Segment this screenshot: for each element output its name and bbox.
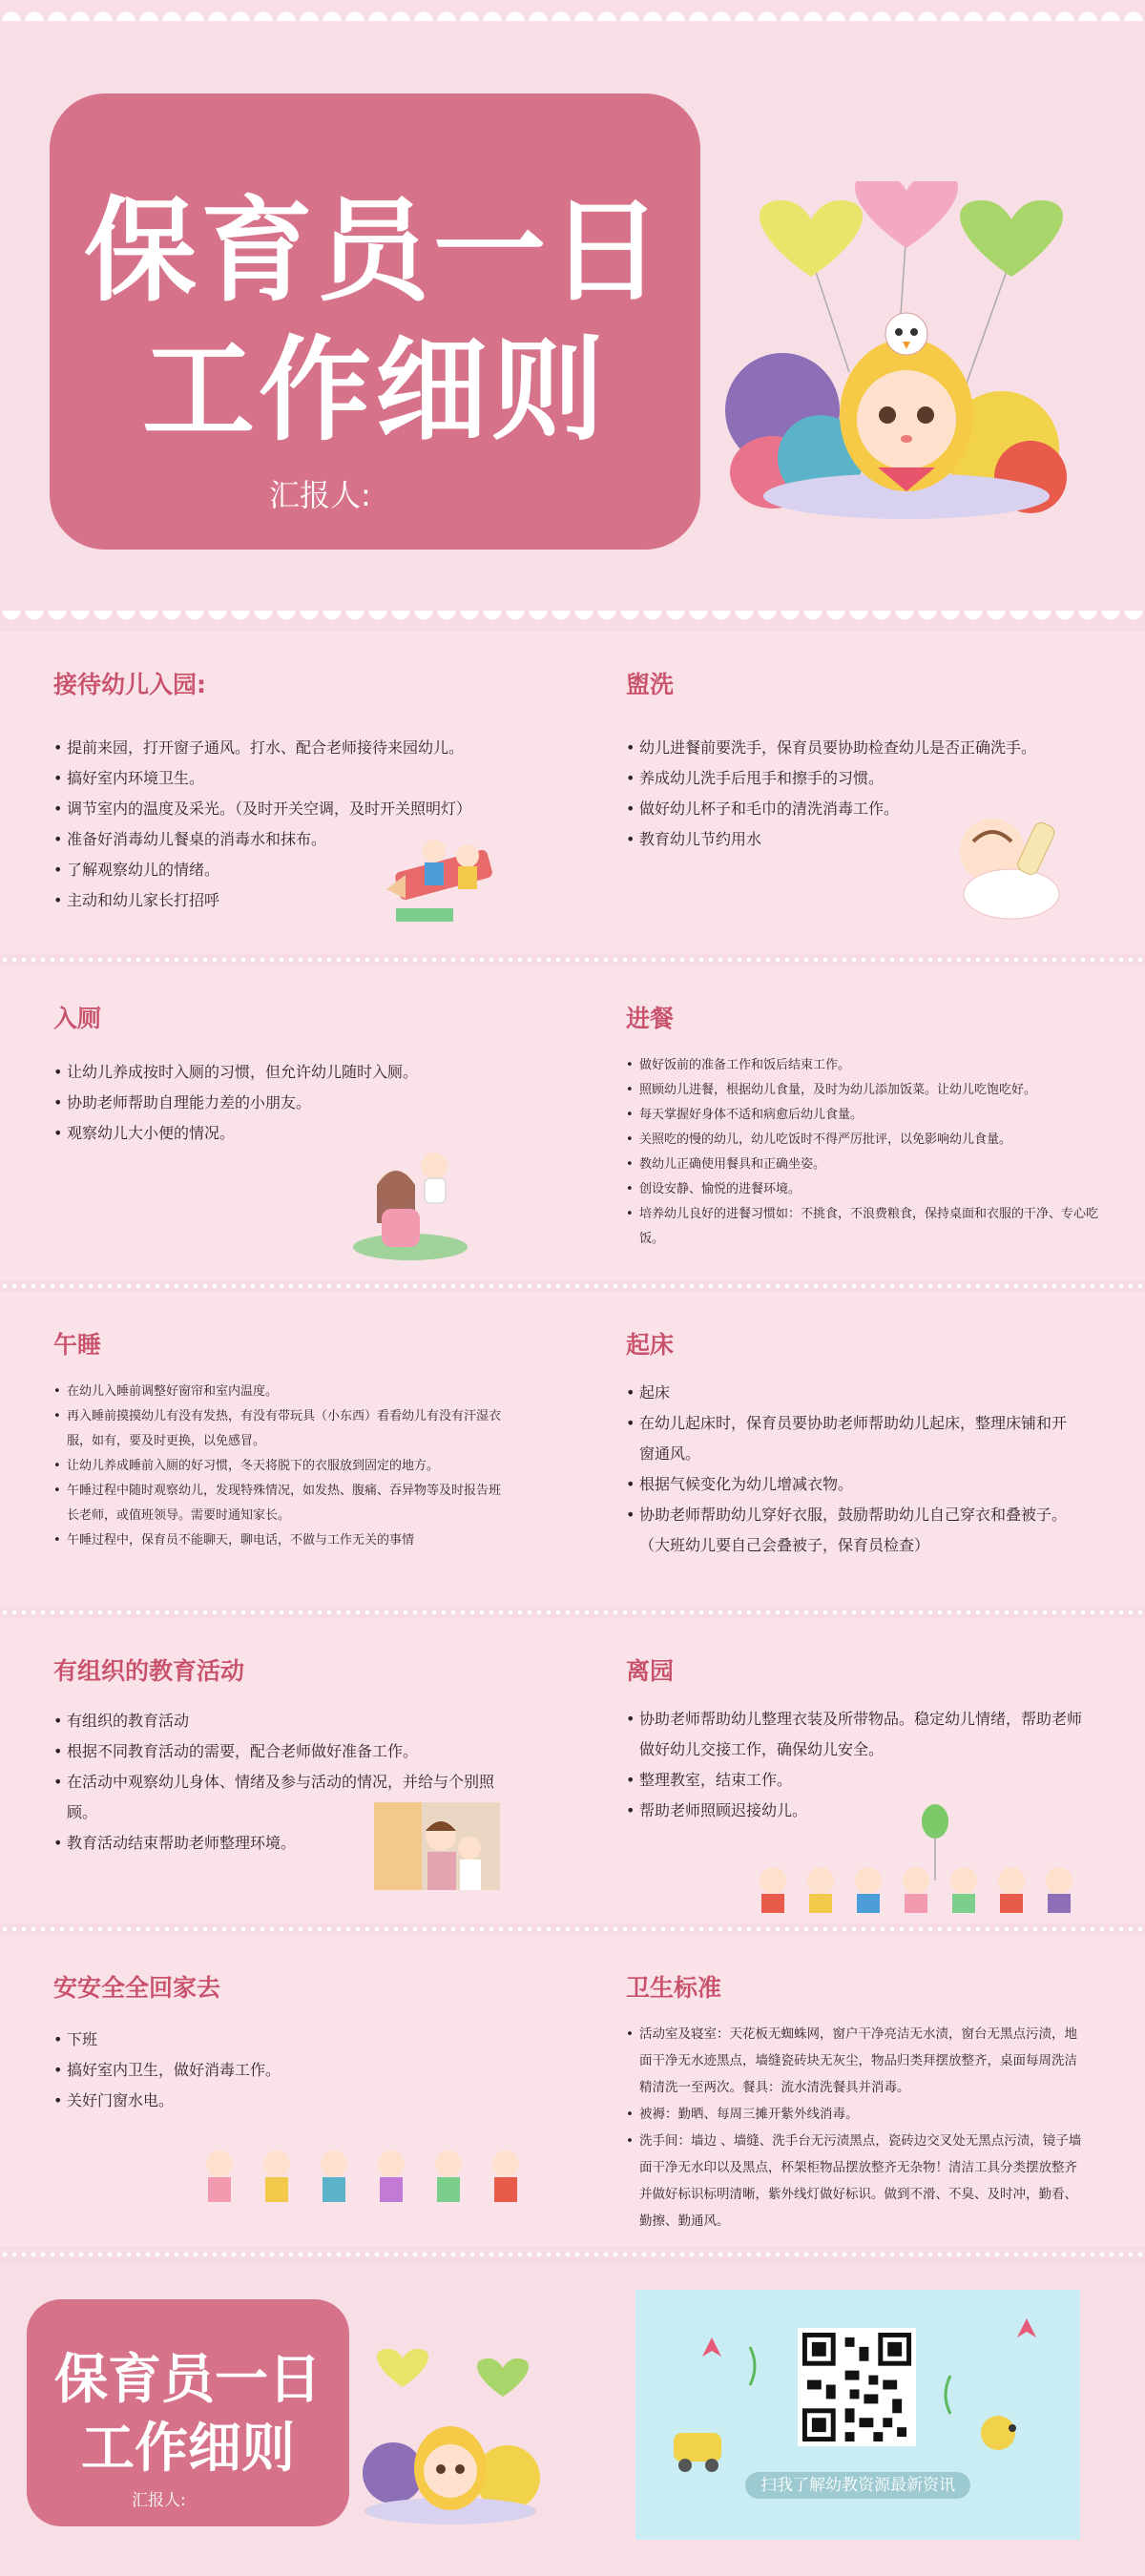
list-item: • 搞好室内环境卫生。 (53, 763, 550, 794)
baby-balloons-small-illustration (355, 2349, 546, 2530)
wakeup-heading: 起床 (626, 1331, 675, 1359)
list-item: • 协助老师帮助自理能力差的小朋友。 (53, 1088, 550, 1118)
list-item: • 关好门窗水电。 (53, 2086, 502, 2116)
list-item: • 活动室及寝室：天花板无蜘蛛网，窗户干净亮洁无水渍，窗台无黑点污渍，地面干净无水迹黑点，墙缝瓷砖块无灰尘，物品归类拜摆放整齐，桌面每周洗洁精清洗一至两次。餐具：流水清洗餐具并消毒。 (626, 2021, 1084, 2101)
qr-code[interactable] (798, 2328, 916, 2446)
mother-child-illustration (344, 1132, 477, 1266)
dotted-divider (0, 957, 1145, 963)
row-activities-leaving (0, 1618, 1145, 1923)
meal-list (626, 1053, 1122, 1252)
list-item: • 在幼儿入睡前调整好窗帘和室内温度。 (53, 1380, 511, 1404)
children-group-illustration (744, 1795, 1107, 1919)
lace-border-top (0, 0, 1145, 21)
safety-heading: 安安全全回家去 (53, 1974, 221, 2002)
dotted-divider (0, 1610, 1145, 1615)
lace-divider (0, 611, 1145, 632)
list-item: • 在幼儿起床时，保育员要协助老师帮助幼儿起床，整理床铺和开窗通风。 (626, 1408, 1074, 1469)
row-nap-wakeup (0, 1292, 1145, 1607)
safety-list (53, 2025, 502, 2116)
leaving-heading: 离园 (626, 1657, 675, 1685)
hygiene-heading: 卫生标准 (626, 1974, 722, 2002)
list-item: • 起床 (626, 1378, 1074, 1408)
list-item: • 幼儿进餐前要洗手，保育员要协助检查幼儿是否正确洗手。 (626, 733, 1122, 763)
ending-title-line1: 保育员一日 (54, 2349, 322, 2411)
nap-heading: 午睡 (53, 1331, 102, 1359)
list-item: • 整理教室，结束工作。 (626, 1765, 1084, 1796)
list-item: • 教育幼儿节约用水 (626, 824, 1122, 855)
row-reception-washing (0, 632, 1145, 954)
ending-reporter-label: 汇报人: (132, 2491, 186, 2510)
list-item: • 让幼儿养成按时入厕的习惯，但允许幼儿随时入厕。 (53, 1057, 550, 1088)
ending-title-line2: 工作细则 (81, 2418, 295, 2480)
dotted-divider (0, 1926, 1145, 1932)
list-item: • 做好幼儿杯子和毛巾的清洗消毒工作。 (626, 794, 1122, 824)
hygiene-list (626, 2021, 1084, 2234)
baby-bottle-illustration (945, 803, 1078, 927)
list-item: • 搞好室内卫生，做好消毒工作。 (53, 2055, 502, 2086)
list-item: • 让幼儿养成睡前入厕的好习惯，冬天将脱下的衣服放到固定的地方。 (53, 1454, 511, 1479)
cover-title-line2: 工作细则 (141, 324, 608, 456)
list-item: • 在活动中观察幼儿身体、情绪及参与活动的情况，并给与个别照顾。 (53, 1767, 502, 1828)
list-item: • 提前来园，打开窗子通风。打水、配合老师接待来园幼儿。 (53, 733, 550, 763)
list-item: • 下班 (53, 2025, 502, 2055)
dotted-divider (0, 2252, 1145, 2257)
list-item: • 培养幼儿良好的进餐习惯如：不挑食，不浪费粮食，保持桌面和衣服的干净、专心吃饭。 (626, 1202, 1122, 1252)
list-item: • 被褥：勤晒、每周三摊开紫外线消毒。 (626, 2101, 1084, 2128)
list-item: • 教育活动结束帮助老师整理环境。 (53, 1828, 502, 1859)
list-item: • 关照吃的慢的幼儿，幼儿吃饭时不得严厉批评，以免影响幼儿食量。 (626, 1128, 1122, 1153)
toilet-heading: 入厕 (53, 1005, 102, 1032)
reception-heading: 接待幼儿入园: (53, 671, 206, 698)
row-toilet-meal (0, 966, 1145, 1280)
list-item: • 每天掌握好身体不适和病愈后幼儿食量。 (626, 1103, 1122, 1128)
cover-reporter-label: 汇报人: (269, 477, 371, 513)
qr-caption-wrapper (635, 2471, 1080, 2495)
cover-title-line1: 保育员一日 (83, 185, 666, 317)
list-item: • 创设安静、愉悦的进餐环境。 (626, 1177, 1122, 1202)
list-item: • 午睡过程中随时观察幼儿，发现特殊情况，如发热、腹痛、吞异物等及时报告班长老师，或值班领导。需要时通知家长。 (53, 1479, 511, 1528)
activities-heading: 有组织的教育活动 (53, 1657, 245, 1685)
list-item: • 养成幼儿洗手后甩手和擦手的习惯。 (626, 763, 1122, 794)
list-item: • 午睡过程中，保育员不能聊天，聊电话，不做与工作无关的事情 (53, 1528, 511, 1553)
qr-caption: 扫我了解幼教资源最新资讯 (745, 2472, 970, 2499)
list-item: • 了解观察幼儿的情绪。 (53, 855, 550, 885)
list-item: • 有组织的教育活动 (53, 1706, 502, 1736)
ending-title-box (27, 2299, 349, 2526)
list-item: • 根据气候变化为幼儿增减衣物。 (626, 1469, 1074, 1500)
wakeup-list (626, 1378, 1074, 1561)
list-item: • 协助老师帮助幼儿整理衣装及所带物品。稳定幼儿情绪，帮助老师做好幼儿交接工作，确保幼儿安全。 (626, 1704, 1084, 1765)
list-item: • 根据不同教育活动的需要，配合老师做好准备工作。 (53, 1736, 502, 1767)
meal-heading: 进餐 (626, 1005, 675, 1032)
cover-title-box (50, 93, 700, 550)
dotted-divider (0, 1283, 1145, 1289)
list-item: • 做好饭前的准备工作和饭后结束工作。 (626, 1053, 1122, 1078)
teacher-child-photo (374, 1802, 500, 1890)
washing-heading: 盥洗 (626, 671, 675, 698)
list-item: • 准备好消毒幼儿餐桌的消毒水和抹布。 (53, 824, 550, 855)
list-item: • 调节室内的温度及采光。（及时开关空调，及时开关照明灯） (53, 794, 550, 824)
list-item: • 洗手间：墙边 、墙缝、洗手台无污渍黑点，瓷砖边交叉处无黑点污渍，镜子墙面干净无水印以及黑点，杯架柜物品摆放整齐无杂物！清洁工具分类摆放整齐并做好标识标明清晰，紫外线灯做好标识。做到不滑、不臭、及时冲，勤看、勤擦、勤通风。 (626, 2128, 1084, 2234)
baby-balloons-illustration (716, 181, 1088, 534)
qr-card (635, 2290, 1080, 2540)
list-item: • 主动和幼儿家长打招呼 (53, 885, 550, 916)
cover-section (0, 0, 1145, 611)
children-pencil-illustration (377, 822, 510, 927)
children-row-illustration (191, 2135, 534, 2231)
nap-list (53, 1380, 511, 1553)
row-safety-hygiene (0, 1935, 1145, 2246)
list-item: • 再入睡前摸摸幼儿有没有发热，有没有带玩具（小东西）看看幼儿有没有汗湿衣服，如有，要及时更换，以免感冒。 (53, 1404, 511, 1454)
list-item: • 观察幼儿大小便的情况。 (53, 1118, 550, 1149)
list-item: • 帮助老师照顾迟接幼儿。 (626, 1796, 1084, 1826)
list-item: • 照顾幼儿进餐，根据幼儿食量，及时为幼儿添加饭菜。让幼儿吃饱吃好。 (626, 1078, 1122, 1103)
list-item: • 协助老师帮助幼儿穿好衣服，鼓励帮助幼儿自己穿衣和叠被子。（大班幼儿要自己会叠被子，保育员检查） (626, 1500, 1074, 1561)
list-item: • 教幼儿正确使用餐具和正确坐姿。 (626, 1153, 1122, 1177)
